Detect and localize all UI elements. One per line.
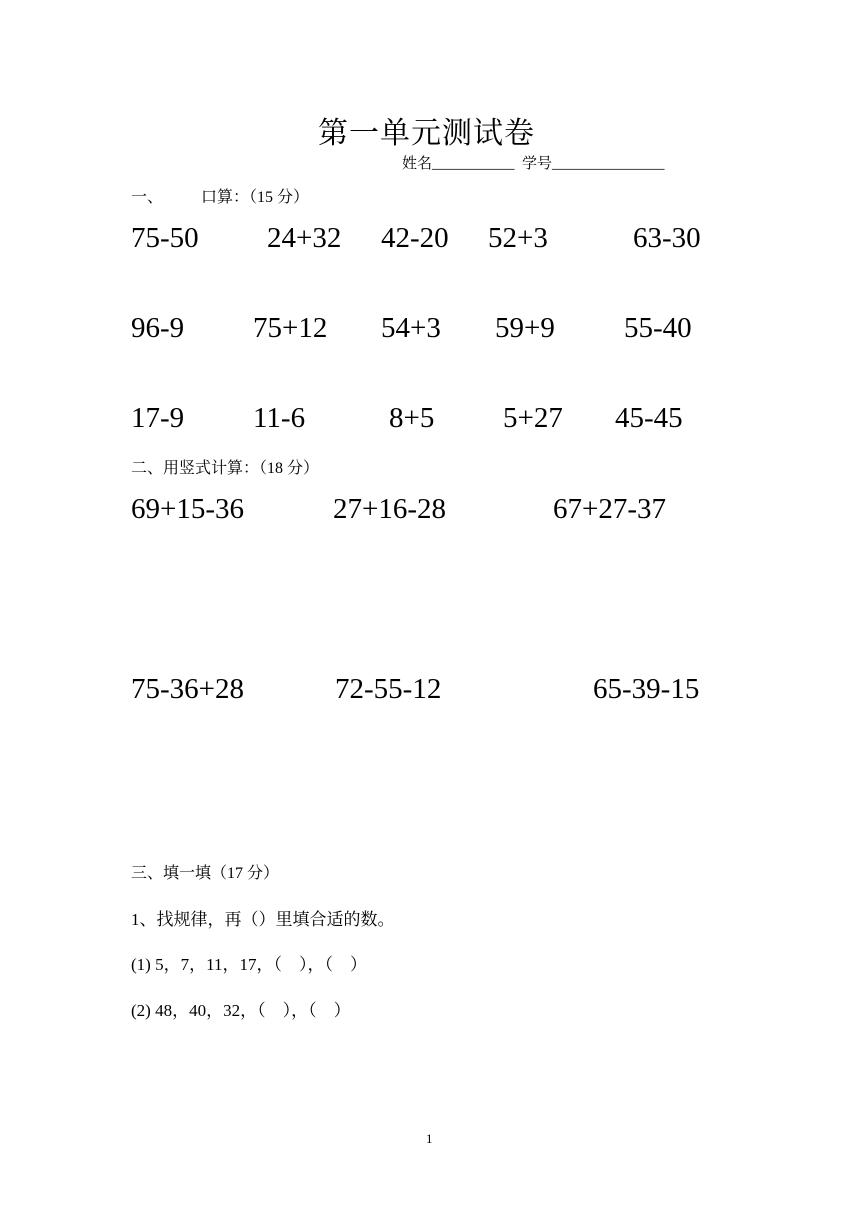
section-1-number: 一、 <box>131 189 164 206</box>
problem: 5+27 <box>503 402 563 434</box>
problem: 75+12 <box>253 312 328 344</box>
problem: 52+3 <box>488 222 548 254</box>
problem: 67+27-37 <box>553 493 667 525</box>
problem: 65-39-15 <box>593 673 700 705</box>
problem: 8+5 <box>389 402 435 434</box>
problem: 11-6 <box>253 402 306 434</box>
section-1-label: 口算：（15 分） <box>201 189 310 206</box>
problem: 59+9 <box>495 312 555 344</box>
problem: 72-55-12 <box>335 673 442 705</box>
problem: 42-20 <box>381 222 449 254</box>
question-1: 1、找规律，再（）里填合适的数。 <box>131 910 395 929</box>
problem: 54+3 <box>381 312 441 344</box>
problem: 96-9 <box>131 312 185 344</box>
page-number: 1 <box>426 1131 433 1146</box>
section-2-heading: 二、用竖式计算：（18 分） <box>131 460 320 477</box>
problem: 45-45 <box>615 402 683 434</box>
problem: 27+16-28 <box>333 493 447 525</box>
problem: 75-50 <box>131 222 199 254</box>
question-1-1: (1) 5，7，11，17，（ ），（ ） <box>131 955 367 974</box>
problem: 69+15-36 <box>131 493 245 525</box>
section-1-heading <box>131 184 309 207</box>
student-info-line: 姓名___________ 学号_______________ <box>402 156 665 172</box>
problem: 24+32 <box>267 222 342 254</box>
problem: 55-40 <box>624 312 692 344</box>
problem: 75-36+28 <box>131 673 245 705</box>
problem: 17-9 <box>131 402 185 434</box>
question-1-2: (2) 48，40，32，（ ），（ ） <box>131 1001 351 1020</box>
page-title: 第一单元测试卷 <box>318 117 535 150</box>
problem: 63-30 <box>633 222 701 254</box>
section-3-heading: 三、填一填（17 分） <box>131 865 280 882</box>
